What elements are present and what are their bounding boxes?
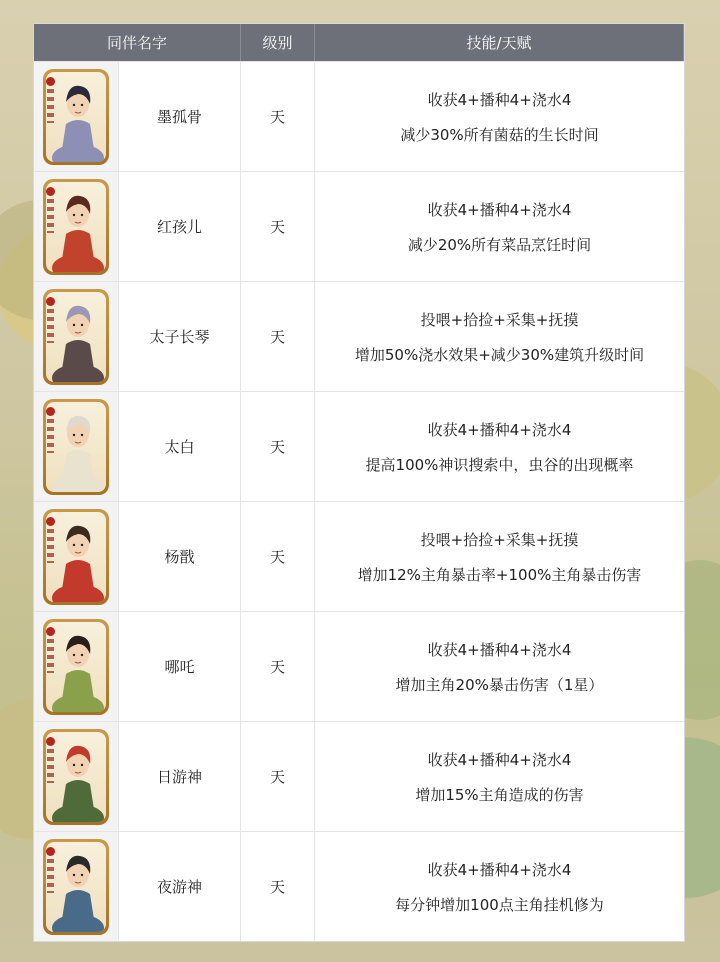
talent-line: 增加12%主角暴击率+100%主角暴击伤害: [357, 565, 642, 584]
companion-level: 天: [241, 391, 315, 501]
vertical-name-seal: [47, 639, 54, 673]
companion-portrait-cell: [34, 61, 119, 171]
companion-name: 日游神: [119, 721, 241, 831]
skill-line: 收获4+播种4+浇水4: [427, 200, 572, 219]
character-portrait-icon: [46, 292, 106, 382]
vertical-name-seal: [47, 859, 54, 893]
talent-line: 减少30%所有菌菇的生长时间: [400, 125, 599, 144]
companion-name: 夜游神: [119, 831, 241, 941]
talent-line: 增加主角20%暴击伤害（1星）: [395, 675, 604, 694]
companion-level: 天: [241, 501, 315, 611]
companion-skill-cell: [315, 61, 684, 171]
companion-portrait-cell: [34, 831, 119, 941]
companion-portrait-cell: [34, 501, 119, 611]
companion-name: 红孩儿: [119, 171, 241, 281]
companion-level: 天: [241, 611, 315, 721]
talent-line: 每分钟增加100点主角挂机修为: [395, 895, 604, 914]
companion-name: 哪吒: [119, 611, 241, 721]
skill-line: 投喂+拾捡+采集+抚摸: [420, 310, 579, 329]
companion-portrait-cell: [34, 721, 119, 831]
header-skill: 技能/天赋: [315, 24, 684, 61]
seal-icon: [46, 627, 55, 636]
portrait-card: [43, 399, 109, 495]
companion-name: 杨戬: [119, 501, 241, 611]
companion-skill-cell: [315, 721, 684, 831]
skill-line: 收获4+播种4+浇水4: [427, 750, 572, 769]
character-portrait-icon: [46, 182, 106, 272]
companion-level: 天: [241, 721, 315, 831]
companion-name: 墨孤骨: [119, 61, 241, 171]
portrait-card: [43, 179, 109, 275]
character-portrait-icon: [46, 622, 106, 712]
companion-portrait-cell: [34, 281, 119, 391]
vertical-name-seal: [47, 529, 54, 563]
companion-table: [33, 23, 685, 942]
portrait-card: [43, 729, 109, 825]
companion-level: 天: [241, 831, 315, 941]
character-portrait-icon: [46, 842, 106, 932]
seal-icon: [46, 737, 55, 746]
skill-line: 投喂+拾捡+采集+抚摸: [420, 530, 579, 549]
header-level: 级别: [241, 24, 315, 61]
seal-icon: [46, 77, 55, 86]
talent-line: 增加15%主角造成的伤害: [415, 785, 584, 804]
skill-line: 收获4+播种4+浇水4: [427, 640, 572, 659]
header-name: 同伴名字: [34, 24, 241, 61]
companion-skill-cell: [315, 281, 684, 391]
vertical-name-seal: [47, 749, 54, 783]
talent-line: 减少20%所有菜品烹饪时间: [407, 235, 592, 254]
companion-level: 天: [241, 61, 315, 171]
companion-level: 天: [241, 281, 315, 391]
seal-icon: [46, 517, 55, 526]
portrait-card: [43, 509, 109, 605]
seal-icon: [46, 847, 55, 856]
companion-skill-cell: [315, 501, 684, 611]
companion-skill-cell: [315, 391, 684, 501]
portrait-card: [43, 619, 109, 715]
portrait-card: [43, 839, 109, 935]
skill-line: 收获4+播种4+浇水4: [427, 860, 572, 879]
portrait-card: [43, 69, 109, 165]
companion-skill-cell: [315, 171, 684, 281]
talent-line: 增加50%浇水效果+减少30%建筑升级时间: [354, 345, 645, 364]
companion-skill-cell: [315, 831, 684, 941]
companion-level: 天: [241, 171, 315, 281]
skill-line: 收获4+播种4+浇水4: [427, 90, 572, 109]
companion-name: 太子长琴: [119, 281, 241, 391]
seal-icon: [46, 407, 55, 416]
vertical-name-seal: [47, 419, 54, 453]
skill-line: 收获4+播种4+浇水4: [427, 420, 572, 439]
companion-portrait-cell: [34, 391, 119, 501]
character-portrait-icon: [46, 512, 106, 602]
seal-icon: [46, 187, 55, 196]
vertical-name-seal: [47, 199, 54, 233]
character-portrait-icon: [46, 732, 106, 822]
vertical-name-seal: [47, 309, 54, 343]
companion-skill-cell: [315, 611, 684, 721]
character-portrait-icon: [46, 402, 106, 492]
seal-icon: [46, 297, 55, 306]
companion-portrait-cell: [34, 611, 119, 721]
companion-name: 太白: [119, 391, 241, 501]
character-portrait-icon: [46, 72, 106, 162]
companion-portrait-cell: [34, 171, 119, 281]
talent-line: 提高100%神识搜索中，虫谷的出现概率: [365, 455, 634, 474]
portrait-card: [43, 289, 109, 385]
vertical-name-seal: [47, 89, 54, 123]
